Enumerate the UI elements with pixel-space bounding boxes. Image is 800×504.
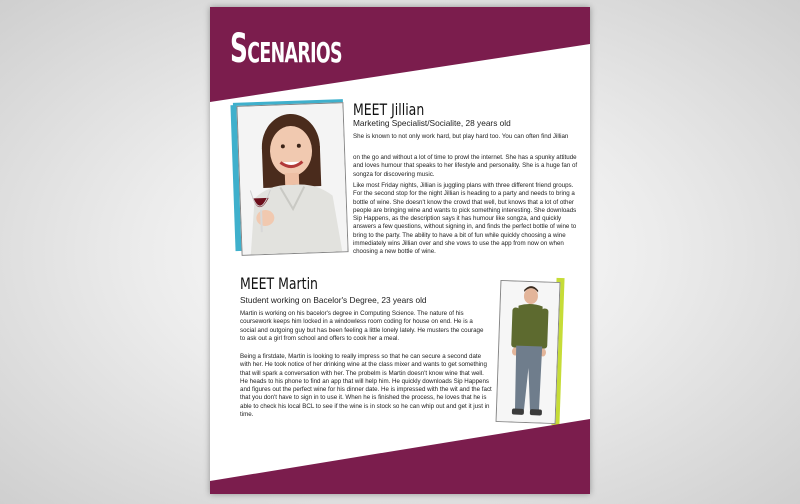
martin-subtitle: Student working on Bacelor's Degree, 23 years old [240,295,427,305]
page-title: Scenarios [230,26,342,72]
document-page [210,7,590,494]
jillian-subtitle: Marketing Specialist/Socialite, 28 years old [353,118,511,128]
jillian-paragraph: She is known to not only work hard, but play hard too. You can often find Jillian [353,133,569,140]
footer-band [210,419,590,494]
martin-paragraph: Being a firstdate, Martin is looking to really impress so that he can secure a second date with her. He took notice of her drinking wine at the class mixer and wants to get something that will spark a conversation with her. The probelm is Martin doesn't know wine that well. He heads to his phone to find an app that will help him. He quickly downloads Sip Happens and figures out the perfect wine for his dinner date. He is impressed with the wit and the fact that you don't have to sign in to use it. When he is finished the process, he loves that he is able to check his local BCL to see if the wine is in stock so he can whip out and get it just in time. [240,353,492,419]
jillian-photo [236,102,348,256]
woman-with-wine-glass-icon [237,103,348,256]
jillian-paragraph: on the go and without a lot of time to prowl the internet. She has a spunky attitude and loves humour that speaks to her lifestyle and personality. She is a huge fan of songza for discovering music. [353,154,578,178]
jillian-paragraph: Like most Friday nights, Jillian is juggling plans with three different friend groups. For the second stop for the night Jillian is heading to a party and needs to bring a bottle of wine. She doesn't know the crowd that well, but knows that a lot of other people are bringing wine and wants to pick something interesting. She downloads Sip Happens, as the description says it has humour like songza, and quickly answers a few questions, without signing in, and finds the perfect bottle of wine to bring to the party. The ability to have a bit of fun while quickly choosing a wine immediately wins Jillian over and she vows to use the app from now on when choosing a new bottle of wine. [353,182,577,256]
martin-heading: MEET Martin [240,274,318,293]
young-man-standing-icon [497,281,561,424]
martin-photo [496,280,561,424]
martin-paragraph: Martin is working on his bacelor's degree in Computing Science. The nature of his coursework keeps him locked in a windowless room coding for house on end. He is a social and outgoing guy but has been feeling a little lonely lately. He musters the courage to ask out a girl from school and offers to cook her a meal. [240,310,484,342]
jillian-heading: MEET Jillian [353,100,425,119]
